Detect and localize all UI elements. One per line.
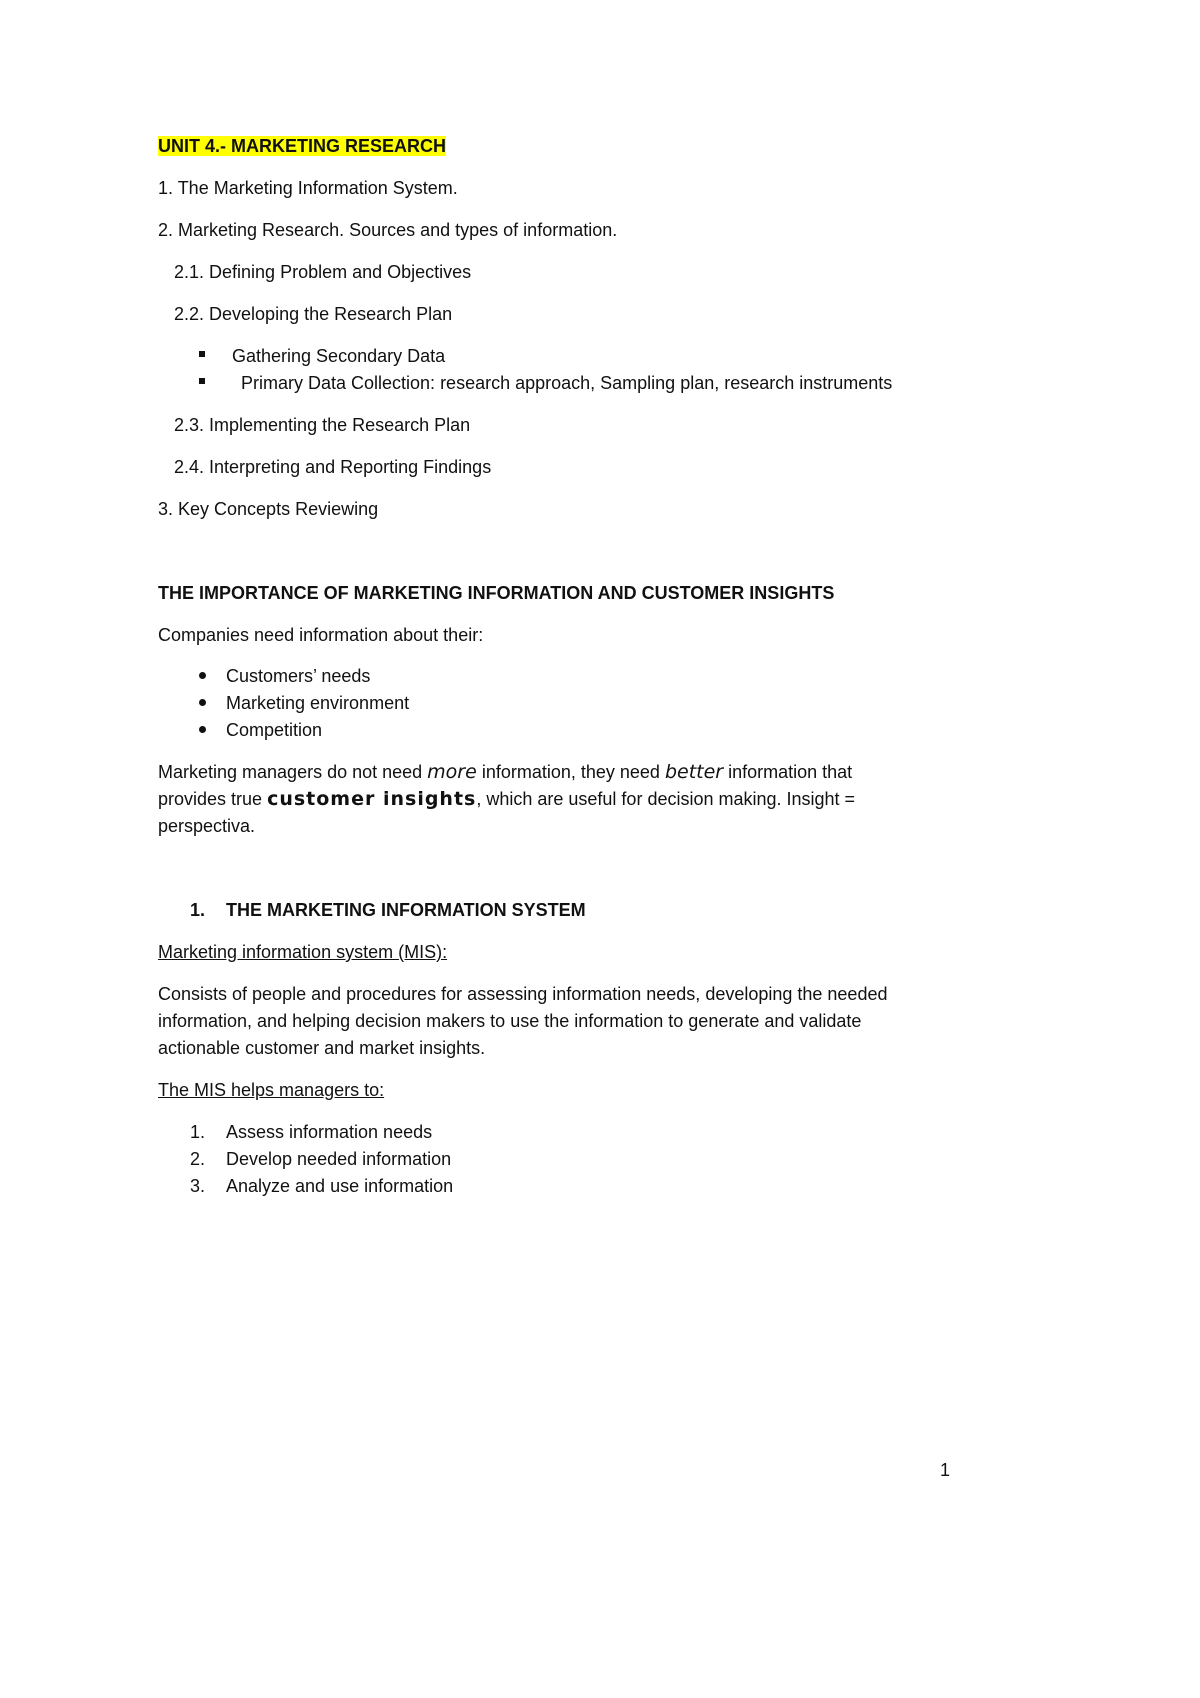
toc-item-2-4: 2.4. Interpreting and Reporting Findings bbox=[174, 457, 492, 477]
paragraph-text: Marketing managers do not need bbox=[158, 762, 428, 782]
toc-item-2: 2. Marketing Research. Sources and types of information. bbox=[158, 220, 618, 240]
emphasis-better: better bbox=[664, 761, 724, 783]
square-bullet-icon bbox=[199, 351, 205, 357]
mis-definition-line-3: actionable customer and market insights. bbox=[158, 1038, 486, 1058]
toc-item-2-2: 2.2. Developing the Research Plan bbox=[174, 304, 453, 324]
list-number: 2. bbox=[190, 1149, 206, 1169]
toc-item-3: 3. Key Concepts Reviewing bbox=[158, 499, 379, 519]
emphasis-customer-insights: customer insights bbox=[267, 788, 477, 810]
paragraph-text: provides true bbox=[158, 789, 268, 809]
toc-item-1: 1. The Marketing Information System. bbox=[158, 178, 458, 198]
page-number: 1 bbox=[940, 1460, 951, 1480]
importance-bullet-competition: Competition bbox=[226, 720, 323, 740]
paragraph-text: , which are useful for decision making. Insight = bbox=[476, 789, 856, 809]
importance-paragraph-line-3: perspectiva. bbox=[158, 816, 256, 836]
round-bullet-icon bbox=[199, 699, 206, 706]
round-bullet-icon bbox=[199, 672, 206, 679]
square-bullet-icon bbox=[199, 378, 205, 384]
importance-heading: THE IMPORTANCE OF MARKETING INFORMATION AND CUSTOMER INSIGHTS bbox=[158, 583, 835, 603]
importance-bullet-customers: Customers’ needs bbox=[226, 666, 371, 686]
importance-paragraph-line-1 bbox=[158, 760, 852, 784]
mis-help-item: Develop needed information bbox=[226, 1149, 452, 1169]
mis-definition-label: Marketing information system (MIS): bbox=[158, 942, 448, 962]
paragraph-text: information, they need bbox=[476, 762, 665, 782]
importance-intro: Companies need information about their: bbox=[158, 625, 484, 645]
unit-title-text: UNIT 4.- MARKETING RESEARCH bbox=[158, 136, 447, 156]
mis-help-item: Assess information needs bbox=[226, 1122, 433, 1142]
importance-bullet-environment: Marketing environment bbox=[226, 693, 410, 713]
mis-heading: THE MARKETING INFORMATION SYSTEM bbox=[226, 900, 586, 920]
emphasis-more: more bbox=[427, 761, 477, 783]
round-bullet-icon bbox=[199, 726, 206, 733]
list-number: 3. bbox=[190, 1176, 206, 1196]
mis-definition-line-2: information, and helping decision makers to use the information to generate and validate bbox=[158, 1011, 862, 1031]
mis-definition-line-1: Consists of people and procedures for assessing information needs, developing the needed bbox=[158, 984, 888, 1004]
toc-item-2-1: 2.1. Defining Problem and Objectives bbox=[174, 262, 472, 282]
paragraph-text: information that bbox=[723, 762, 853, 782]
mis-help-item: Analyze and use information bbox=[226, 1176, 454, 1196]
unit-title bbox=[158, 134, 446, 158]
toc-item-2-3: 2.3. Implementing the Research Plan bbox=[174, 415, 471, 435]
toc-bullet-primary-data: Primary Data Collection: research approach, Sampling plan, research instruments bbox=[241, 373, 893, 393]
mis-helps-label: The MIS helps managers to: bbox=[158, 1080, 385, 1100]
mis-section-number: 1. bbox=[190, 900, 206, 920]
importance-paragraph-line-2 bbox=[158, 787, 855, 811]
list-number: 1. bbox=[190, 1122, 206, 1142]
toc-bullet-secondary-data: Gathering Secondary Data bbox=[232, 346, 446, 366]
